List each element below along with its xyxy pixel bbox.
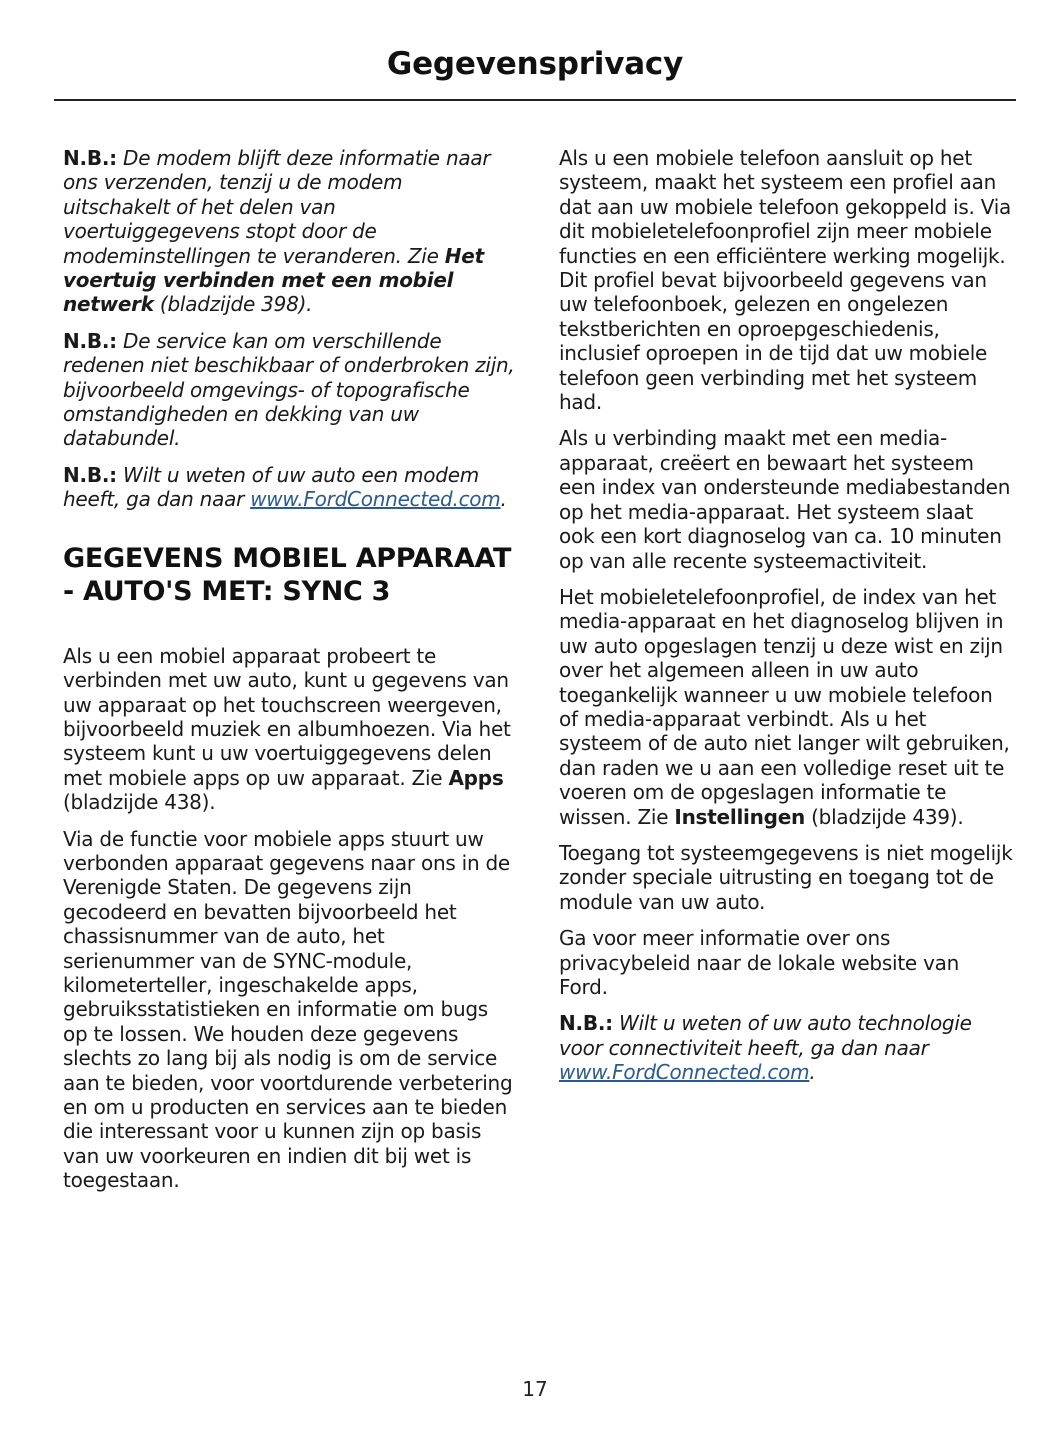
- fordconnected-link[interactable]: www.FordConnected.com: [559, 1060, 810, 1085]
- right-column: [559, 146, 1013, 1097]
- page-reference: (bladzijde 439).: [805, 804, 964, 829]
- note-text: De service kan om verschillende redenen niet beschikbaar of onderbroken zijn, bijvoorbeeld omgevings- of topografische omstandigheden en dekking van uw databundel.: [63, 328, 515, 451]
- left-column: [63, 146, 515, 1205]
- apps-link[interactable]: Apps: [448, 765, 504, 790]
- note-modem: [63, 146, 515, 317]
- paragraph-stored-data: [559, 585, 1013, 829]
- note-text: De modem blijft deze informatie naar ons verzenden, tenzij u de modem uitschakelt of het delen van voertuiggegevens stopt door de modeminstellingen te veranderen. Zie: [63, 146, 491, 268]
- note-label: N.B.:: [63, 462, 117, 487]
- note-label: N.B.:: [63, 328, 117, 353]
- paragraph-mobile-apps: Via de functie voor mobiele apps stuurt uw verbonden apparaat gegevens naar ons in de Verenigde Staten. De gegevens zijn gecodeerd en bevatten bijvoorbeeld het chassisnummer van de auto, het serienummer van de SYNC-module, kilometerteller, ingeschakelde apps, gebruiksstatistieken en informatie om bugs op te lossen. We houden deze gegevens slechts zo lang bij als nodig is om de service aan te bieden, voor voortdurende verbetering en om u producten en services aan te bieden die interessant voor u kunnen zijn op basis van uw voorkeuren en indien dit bij wet is toegestaan.: [63, 826, 513, 1193]
- note-label: N.B.:: [63, 146, 117, 170]
- page-reference: (bladzijde 438).: [63, 790, 216, 815]
- section-heading: GEGEVENS MOBIEL APPARAAT - AUTO'S MET: SYNC 3: [63, 542, 512, 607]
- cross-reference-link[interactable]: Het voertuig verbinden met een mobiel netwerk: [63, 243, 484, 317]
- paragraph-text: Het mobieletelefoonprofiel, de index van het media-apparaat en het diagnoselog blijven in uw auto opgeslagen tenzij u deze wist en zijn over het algemeen alleen in uw auto toegankelijk wanneer u uw mobiele telefoon of media-apparaat verbindt. Als u het systeem of de auto niet langer wilt gebruiken, dan raden we u aan een volledige reset uit te voeren om de opgeslagen informatie te wissen. Zie: [559, 584, 1010, 829]
- note-text: Wilt u weten of uw auto een modem heeft, ga dan naar: [63, 462, 479, 512]
- paragraph-mobile-device: [63, 644, 515, 815]
- fordconnected-link[interactable]: www.FordConnected.com: [250, 487, 501, 512]
- page-reference: (bladzijde 398).: [153, 292, 313, 317]
- note-end: .: [809, 1060, 816, 1085]
- header-divider: [54, 99, 1016, 101]
- note-text: Wilt u weten of uw auto technologie voor connectiviteit heeft, ga dan naar: [559, 1011, 972, 1060]
- page-number: 17: [522, 1377, 548, 1401]
- paragraph-text: Als u een mobiel apparaat probeert te verbinden met uw auto, kunt u gegevens van uw apparaat op het touchscreen weergeven, bijvoorbeeld muziek en albumhoezen. Via het systeem kunt u uw voertuiggegevens delen met mobiele apps op uw apparaat. Zie: [63, 643, 511, 790]
- page-title: Gegevensprivacy: [386, 46, 684, 82]
- paragraph-media-device: Als u verbinding maakt met een media-apparaat, creëert en bewaart het systeem een index van ondersteunde mediabestanden op het media-apparaat. Het systeem slaat ook een kort diagnoselog van ca. 10 minuten op van alle recente systeemactiviteit.: [559, 426, 1011, 573]
- paragraph-system-access: Toegang tot systeemgegevens is niet mogelijk zonder speciale uitrusting en toegang tot de module van uw auto.: [559, 840, 1013, 914]
- paragraph-phone-profile: Als u een mobiele telefoon aansluit op het systeem, maakt het systeem een profiel aan dat aan uw mobiele telefoon gekoppeld is. Via dit mobieletelefoonprofiel zijn meer mobiele functies en een efficiëntere werking mogelijk. Dit profiel bevat bijvoorbeeld gegevens van uw telefoonboek, gelezen en ongelezen tekstberichten en oproepgeschiedenis, inclusief oproepen in de tijd dat uw mobiele telefoon geen verbinding met het systeem had.: [559, 146, 1012, 415]
- note-label: N.B.:: [559, 1011, 613, 1036]
- note-connectivity: [559, 1011, 1013, 1084]
- settings-link[interactable]: Instellingen: [674, 804, 806, 829]
- note-fordconnected: [63, 463, 515, 512]
- paragraph-privacy-policy: Ga voor meer informatie over ons privacybeleid naar de lokale website van Ford.: [559, 926, 960, 999]
- note-service: [63, 329, 515, 451]
- note-end: .: [500, 487, 507, 512]
